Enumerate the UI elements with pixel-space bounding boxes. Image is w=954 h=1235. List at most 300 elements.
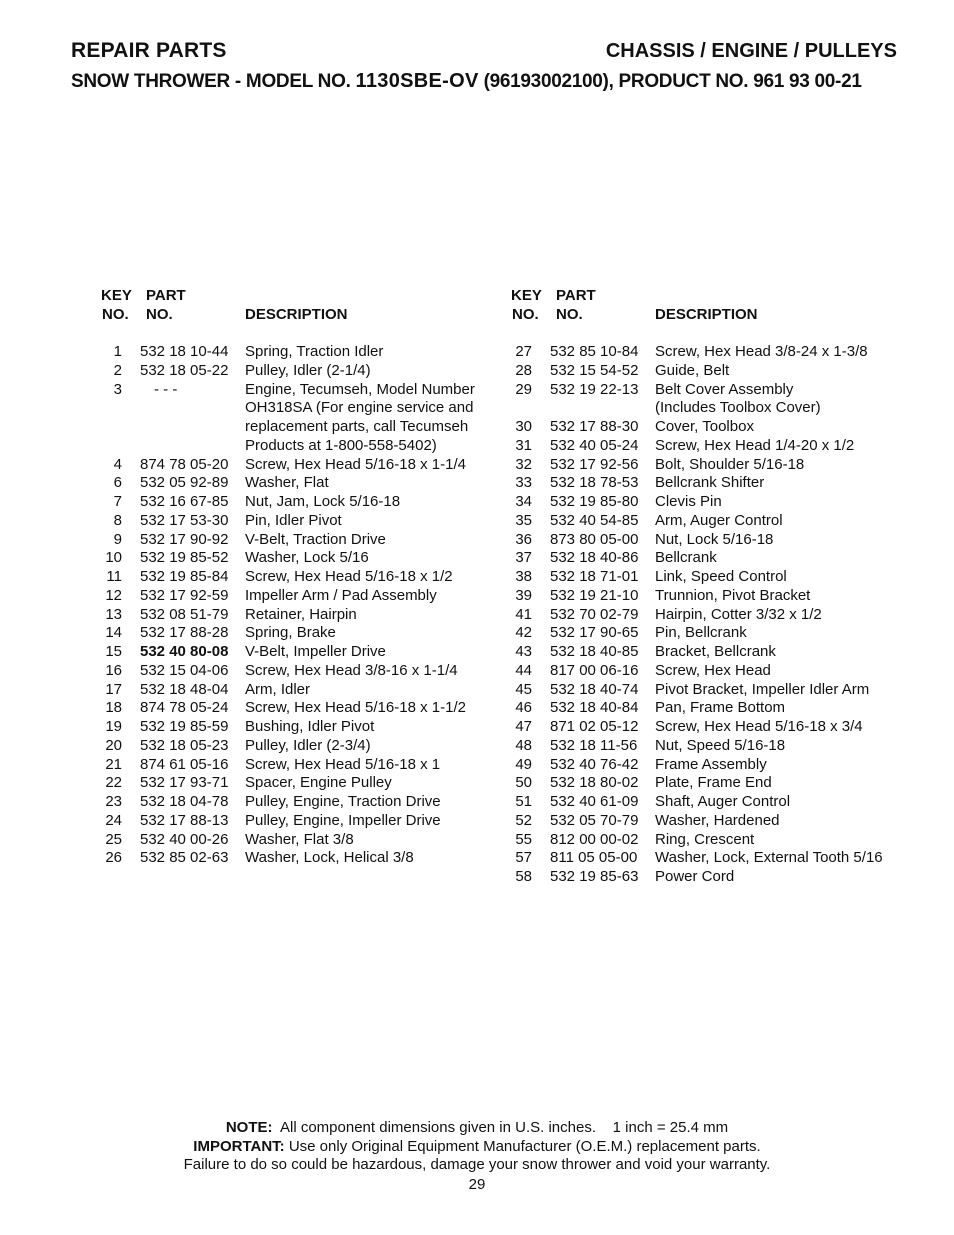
- part-description: [631, 737, 908, 756]
- key-number: 33: [515, 474, 532, 492]
- description-line: Bellcrank Shifter: [655, 474, 765, 492]
- key-number: 2: [113, 361, 122, 379]
- parts-row: [98, 624, 498, 643]
- part-description: [631, 681, 908, 700]
- note-text: All component dimensions given in U.S. inches. 1 inch = 25.4 mm: [272, 1119, 729, 1136]
- description-line: Plate, Frame End: [655, 774, 772, 792]
- parts-row: [508, 587, 908, 606]
- description-line: Link, Speed Control: [655, 568, 787, 585]
- description-line: OH318SA (For engine service and: [245, 399, 474, 417]
- part-description: [221, 343, 498, 362]
- parts-row: [508, 718, 908, 737]
- parts-row: [98, 493, 498, 512]
- part-number: 532 18 04-78: [140, 793, 229, 810]
- parts-row: [508, 606, 908, 625]
- description-header: DESCRIPTION: [655, 306, 758, 323]
- parts-row: [508, 662, 908, 681]
- parts-row: [508, 643, 908, 662]
- description-line: Screw, Hex Head 5/16-18 x 1-1/2: [245, 699, 466, 717]
- description-line: Pin, Idler Pivot: [245, 511, 342, 529]
- part-number: 532 70 02-79: [550, 605, 639, 623]
- part-number: 532 17 92-56: [550, 455, 639, 473]
- part-description: [221, 362, 498, 381]
- parts-row: [98, 381, 498, 456]
- parts-row: [98, 831, 498, 850]
- parts-row: [508, 793, 908, 812]
- parts-row: [508, 418, 908, 437]
- part-number: 532 18 48-04: [140, 680, 229, 698]
- description-line: Belt Cover Assembly: [655, 380, 794, 398]
- parts-row: [508, 868, 908, 887]
- part-number: 812 00 00-02: [550, 830, 639, 848]
- key-number: 50: [515, 774, 532, 792]
- parts-row: [98, 643, 498, 662]
- description-line: Nut, Jam, Lock 5/16-18: [245, 493, 401, 510]
- description-line: replacement parts, call Tecumseh: [245, 418, 469, 435]
- parts-row: [98, 812, 498, 831]
- description-line: Pan, Frame Bottom: [655, 699, 786, 717]
- part-number: 532 16 67-85: [140, 493, 229, 510]
- key-header-line2: NO.: [512, 306, 539, 323]
- description-line: Bellcrank: [655, 549, 717, 567]
- parts-row: [98, 474, 498, 493]
- part-number: 817 00 06-16: [550, 661, 639, 679]
- parts-row: [508, 531, 908, 550]
- parts-row: [98, 699, 498, 718]
- key-number: 24: [105, 811, 122, 829]
- description-line: Engine, Tecumseh, Model Number: [245, 380, 475, 398]
- parts-row: [98, 737, 498, 756]
- key-number: 32: [515, 455, 532, 473]
- part-description: [221, 512, 498, 531]
- part-number: 532 05 70-79: [550, 811, 639, 829]
- parts-row: [508, 624, 908, 643]
- key-number: 55: [515, 830, 532, 848]
- description-line: Guide, Belt: [655, 361, 730, 379]
- part-description: [221, 699, 498, 718]
- parts-row: [508, 812, 908, 831]
- key-number: 44: [515, 661, 532, 679]
- key-number: 27: [515, 343, 532, 360]
- description-line: Hairpin, Cotter 3/32 x 1/2: [655, 605, 822, 623]
- key-header-line1: KEY: [511, 287, 542, 304]
- part-number: 532 17 88-28: [140, 624, 229, 642]
- key-number: 4: [113, 455, 122, 473]
- description-line: Pin, Bellcrank: [655, 624, 747, 642]
- part-number: 532 18 40-74: [550, 680, 639, 698]
- part-number: 532 19 85-52: [140, 549, 229, 567]
- parts-row: [98, 568, 498, 587]
- part-description: [221, 793, 498, 812]
- part-header-line2: NO.: [556, 306, 583, 323]
- key-number: 46: [515, 699, 532, 717]
- part-description: [631, 868, 908, 887]
- part-number: 532 40 61-09: [550, 793, 639, 810]
- key-number: 1: [113, 343, 122, 360]
- part-number: 532 18 40-86: [550, 549, 639, 567]
- key-number: 37: [515, 549, 532, 567]
- parts-row: [98, 681, 498, 700]
- part-description: [631, 662, 908, 681]
- part-number: 532 19 85-59: [140, 718, 229, 735]
- part-number: 532 19 85-84: [140, 568, 229, 585]
- part-description: [631, 831, 908, 850]
- description-line: Pivot Bracket, Impeller Idler Arm: [655, 680, 870, 698]
- description-line: Nut, Speed 5/16-18: [655, 736, 786, 754]
- part-number: 532 17 88-13: [140, 811, 229, 829]
- model-heading: [71, 70, 897, 93]
- part-description: [221, 493, 498, 512]
- parts-row: [98, 587, 498, 606]
- part-number: 532 15 04-06: [140, 661, 229, 679]
- part-description: [631, 849, 908, 868]
- key-number: 23: [105, 793, 122, 810]
- warning-text: Failure to do so could be hazardous, damage your snow thrower and void your warranty.: [183, 1156, 771, 1173]
- description-line: Arm, Auger Control: [655, 511, 783, 529]
- description-header: DESCRIPTION: [245, 306, 348, 323]
- key-number: 45: [515, 680, 532, 698]
- parts-row: [508, 756, 908, 775]
- description-line: Screw, Hex Head 5/16-18 x 1: [245, 755, 441, 773]
- part-header-line2: NO.: [146, 306, 173, 323]
- part-description: [631, 549, 908, 568]
- part-number: 532 18 80-02: [550, 774, 639, 792]
- part-number: 532 18 78-53: [550, 474, 639, 492]
- parts-row: [98, 343, 498, 362]
- parts-row: [98, 512, 498, 531]
- description-line: Nut, Lock 5/16-18: [655, 530, 774, 548]
- key-number: 11: [106, 568, 122, 585]
- part-number: 873 80 05-00: [550, 530, 639, 548]
- part-description: [221, 737, 498, 756]
- part-number: 532 17 53-30: [140, 511, 229, 529]
- footer: [0, 1119, 954, 1194]
- part-description: [631, 774, 908, 793]
- part-description: [221, 849, 498, 868]
- part-number: 811 05 05-00: [550, 849, 638, 867]
- important-text: Use only Original Equipment Manufacturer (O.E.M.) replacement parts.: [284, 1137, 761, 1155]
- part-number: 532 17 90-65: [550, 624, 639, 642]
- part-number: 871 02 05-12: [550, 718, 639, 735]
- model-heading-suffix: (96193002100), PRODUCT NO. 961 93 00-21: [478, 71, 862, 92]
- part-number: 874 61 05-16: [140, 755, 229, 773]
- part-description: [221, 831, 498, 850]
- parts-row: [98, 456, 498, 475]
- part-description: [631, 793, 908, 812]
- parts-row: [508, 849, 908, 868]
- part-description: [631, 643, 908, 662]
- description-line: Cover, Toolbox: [655, 418, 754, 435]
- key-header-line2: NO.: [102, 306, 129, 323]
- part-description: [221, 662, 498, 681]
- description-line: Screw, Hex Head 3/8-16 x 1-1/4: [245, 661, 458, 679]
- part-number: 532 15 54-52: [550, 361, 639, 379]
- part-description: [631, 362, 908, 381]
- description-line: Washer, Hardened: [655, 811, 780, 829]
- part-number: 532 18 40-85: [550, 643, 639, 660]
- key-number: 42: [515, 624, 532, 642]
- part-number: 532 08 51-79: [140, 605, 229, 623]
- part-number: 532 17 88-30: [550, 418, 639, 435]
- description-line: Clevis Pin: [655, 493, 722, 510]
- part-number: 532 40 54-85: [550, 511, 639, 529]
- parts-row: [508, 474, 908, 493]
- page-number: 29: [468, 1175, 486, 1193]
- key-number: 16: [105, 661, 122, 679]
- description-line: Screw, Hex Head 1/4-20 x 1/2: [655, 436, 855, 454]
- part-description: [631, 756, 908, 775]
- parts-row: [508, 437, 908, 456]
- key-number: 8: [113, 511, 122, 529]
- description-line: Shaft, Auger Control: [655, 793, 791, 810]
- key-number: 29: [515, 380, 532, 398]
- parts-row: [98, 756, 498, 775]
- key-number: 48: [515, 736, 532, 754]
- part-header-line1: PART: [146, 287, 186, 304]
- key-number: 49: [515, 755, 532, 773]
- parts-row: [508, 493, 908, 512]
- part-description: [631, 531, 908, 550]
- parts-column-right: [508, 287, 908, 887]
- parts-row: [98, 849, 498, 868]
- key-number: 20: [105, 736, 122, 754]
- part-number: 532 19 85-80: [550, 493, 639, 510]
- part-number: 532 85 02-63: [140, 849, 229, 867]
- column-header: [508, 287, 908, 327]
- part-number: 532 40 80-08: [140, 643, 229, 660]
- description-line: Screw, Hex Head 5/16-18 x 1-1/4: [245, 455, 466, 473]
- parts-row: [508, 381, 908, 419]
- parts-row: [98, 362, 498, 381]
- part-description: [221, 681, 498, 700]
- parts-row: [508, 831, 908, 850]
- parts-row: [508, 362, 908, 381]
- key-number: 51: [515, 793, 532, 810]
- key-number: 38: [515, 568, 532, 585]
- part-description: [631, 606, 908, 625]
- parts-row: [98, 531, 498, 550]
- parts-row: [508, 512, 908, 531]
- description-line: Screw, Hex Head 5/16-18 x 3/4: [655, 718, 863, 735]
- description-line: Washer, Lock, Helical 3/8: [245, 849, 414, 867]
- parts-row: [98, 774, 498, 793]
- section-title: REPAIR PARTS: [71, 39, 227, 62]
- part-description: [221, 568, 498, 587]
- parts-row: [508, 343, 908, 362]
- part-description: [631, 474, 908, 493]
- part-description: [221, 643, 498, 662]
- part-number: 532 40 76-42: [550, 755, 639, 773]
- key-number: 22: [105, 774, 122, 792]
- part-number: 532 19 85-63: [550, 868, 639, 885]
- key-number: 6: [113, 474, 122, 492]
- part-description: [631, 343, 908, 362]
- key-number: 7: [113, 493, 122, 510]
- parts-row: [508, 456, 908, 475]
- part-description: [221, 531, 498, 550]
- parts-list-left: [98, 343, 498, 868]
- description-line: Screw, Hex Head 5/16-18 x 1/2: [245, 568, 453, 585]
- description-line: V-Belt, Impeller Drive: [245, 643, 386, 660]
- key-number: 10: [105, 549, 122, 567]
- key-number: 57: [515, 849, 532, 867]
- key-number: 13: [105, 605, 122, 623]
- description-line: Bushing, Idler Pivot: [245, 718, 375, 735]
- part-number: 532 18 10-44: [140, 343, 229, 360]
- key-number: 25: [105, 830, 122, 848]
- key-number: 41: [515, 605, 532, 623]
- part-number: 532 05 92-89: [140, 474, 229, 492]
- model-heading-prefix: SNOW THROWER - MODEL NO.: [71, 71, 356, 92]
- part-number: 532 40 05-24: [550, 436, 639, 454]
- part-number: 874 78 05-20: [140, 455, 229, 473]
- part-description: [221, 456, 498, 475]
- part-description: [631, 699, 908, 718]
- key-number: 19: [105, 718, 122, 735]
- part-number: 532 18 71-01: [550, 568, 639, 585]
- important-label: IMPORTANT:: [193, 1137, 285, 1155]
- part-number: 532 18 05-23: [140, 736, 229, 754]
- key-number: 31: [515, 436, 532, 454]
- description-line: V-Belt, Traction Drive: [245, 530, 386, 548]
- parts-column-left: [98, 287, 498, 868]
- part-number: 532 17 92-59: [140, 586, 229, 604]
- parts-row: [508, 737, 908, 756]
- model-number: 1130SBE-OV: [355, 70, 479, 92]
- parts-row: [508, 568, 908, 587]
- description-line: (Includes Toolbox Cover): [655, 399, 821, 417]
- parts-row: [98, 793, 498, 812]
- part-description: [631, 418, 908, 437]
- key-number: 30: [515, 418, 532, 435]
- parts-row: [508, 774, 908, 793]
- parts-row: [98, 662, 498, 681]
- description-line: Spacer, Engine Pulley: [245, 774, 392, 792]
- description-line: Bolt, Shoulder 5/16-18: [655, 455, 805, 473]
- part-number: 874 78 05-24: [140, 699, 229, 717]
- key-number: 39: [515, 586, 532, 604]
- key-number: 52: [515, 811, 532, 829]
- key-number: 36: [515, 530, 532, 548]
- key-number: 21: [105, 755, 122, 773]
- part-description: [631, 587, 908, 606]
- important-note: [0, 1138, 954, 1157]
- parts-list-right: [508, 343, 908, 887]
- description-line: Washer, Lock, External Tooth 5/16: [655, 849, 883, 867]
- part-description: [221, 587, 498, 606]
- part-description: [631, 812, 908, 831]
- part-description: [631, 493, 908, 512]
- parts-row: [98, 549, 498, 568]
- part-number: 532 19 21-10: [550, 586, 639, 604]
- description-line: Ring, Crescent: [655, 830, 755, 848]
- key-number: 47: [515, 718, 532, 735]
- description-line: Power Cord: [655, 868, 735, 885]
- part-description: [631, 437, 908, 456]
- column-header: [98, 287, 498, 327]
- part-description: [631, 456, 908, 475]
- key-number: 26: [105, 849, 122, 867]
- part-number: 532 18 05-22: [140, 361, 229, 379]
- part-description: [631, 718, 908, 737]
- key-number: 35: [515, 511, 532, 529]
- part-number: - - -: [154, 380, 178, 398]
- part-number: 532 18 11-56: [550, 736, 638, 754]
- description-line: Pulley, Engine, Impeller Drive: [245, 811, 441, 829]
- parts-row: [508, 549, 908, 568]
- key-number: 9: [113, 530, 122, 548]
- part-description: [631, 512, 908, 531]
- description-line: Washer, Flat 3/8: [245, 830, 354, 848]
- key-number: 28: [515, 361, 532, 379]
- description-line: Pulley, Idler (2-1/4): [245, 361, 371, 379]
- key-number: 14: [105, 624, 122, 642]
- key-number: 17: [105, 680, 122, 698]
- part-description: [221, 624, 498, 643]
- description-line: Trunnion, Pivot Bracket: [655, 586, 811, 604]
- part-description: [221, 474, 498, 493]
- description-line: Arm, Idler: [245, 680, 311, 698]
- part-description: [631, 568, 908, 587]
- description-line: Screw, Hex Head 3/8-24 x 1-3/8: [655, 343, 868, 360]
- description-line: Bracket, Bellcrank: [655, 643, 776, 660]
- note-label: NOTE:: [225, 1119, 273, 1136]
- key-number: 18: [105, 699, 122, 717]
- key-number: 3: [113, 380, 122, 398]
- part-number: 532 85 10-84: [550, 343, 639, 360]
- key-number: 15: [105, 643, 122, 660]
- part-description: [221, 774, 498, 793]
- description-line: Pulley, Engine, Traction Drive: [245, 793, 441, 810]
- part-description: [221, 756, 498, 775]
- part-description: [221, 381, 498, 456]
- part-number: 532 18 40-84: [550, 699, 639, 717]
- description-line: Spring, Brake: [245, 624, 336, 642]
- part-header-line1: PART: [556, 287, 596, 304]
- description-line: Screw, Hex Head: [655, 661, 771, 679]
- key-number: 43: [515, 643, 532, 660]
- part-number: 532 40 00-26: [140, 830, 229, 848]
- description-line: Spring, Traction Idler: [245, 343, 384, 360]
- key-number: 34: [515, 493, 532, 510]
- description-line: Impeller Arm / Pad Assembly: [245, 586, 437, 604]
- part-number: 532 17 90-92: [140, 530, 229, 548]
- parts-row: [508, 699, 908, 718]
- description-line: Retainer, Hairpin: [245, 605, 357, 623]
- key-number: 58: [515, 868, 532, 885]
- part-description: [221, 606, 498, 625]
- dimension-note: [0, 1119, 954, 1138]
- part-number: 532 17 93-71: [140, 774, 229, 792]
- key-header-line1: KEY: [101, 287, 132, 304]
- part-description: [631, 381, 908, 419]
- section-subject: CHASSIS / ENGINE / PULLEYS: [605, 40, 897, 62]
- parts-row: [508, 681, 908, 700]
- part-description: [221, 812, 498, 831]
- part-description: [221, 718, 498, 737]
- description-line: Pulley, Idler (2-3/4): [245, 736, 371, 754]
- part-description: [631, 624, 908, 643]
- description-line: Frame Assembly: [655, 755, 767, 773]
- description-line: Washer, Flat: [245, 474, 329, 492]
- description-line: Washer, Lock 5/16: [245, 549, 369, 567]
- part-number: 532 19 22-13: [550, 380, 639, 398]
- description-line: Products at 1-800-558-5402): [245, 436, 437, 454]
- parts-row: [98, 718, 498, 737]
- parts-row: [98, 606, 498, 625]
- part-description: [221, 549, 498, 568]
- key-number: 12: [105, 586, 122, 604]
